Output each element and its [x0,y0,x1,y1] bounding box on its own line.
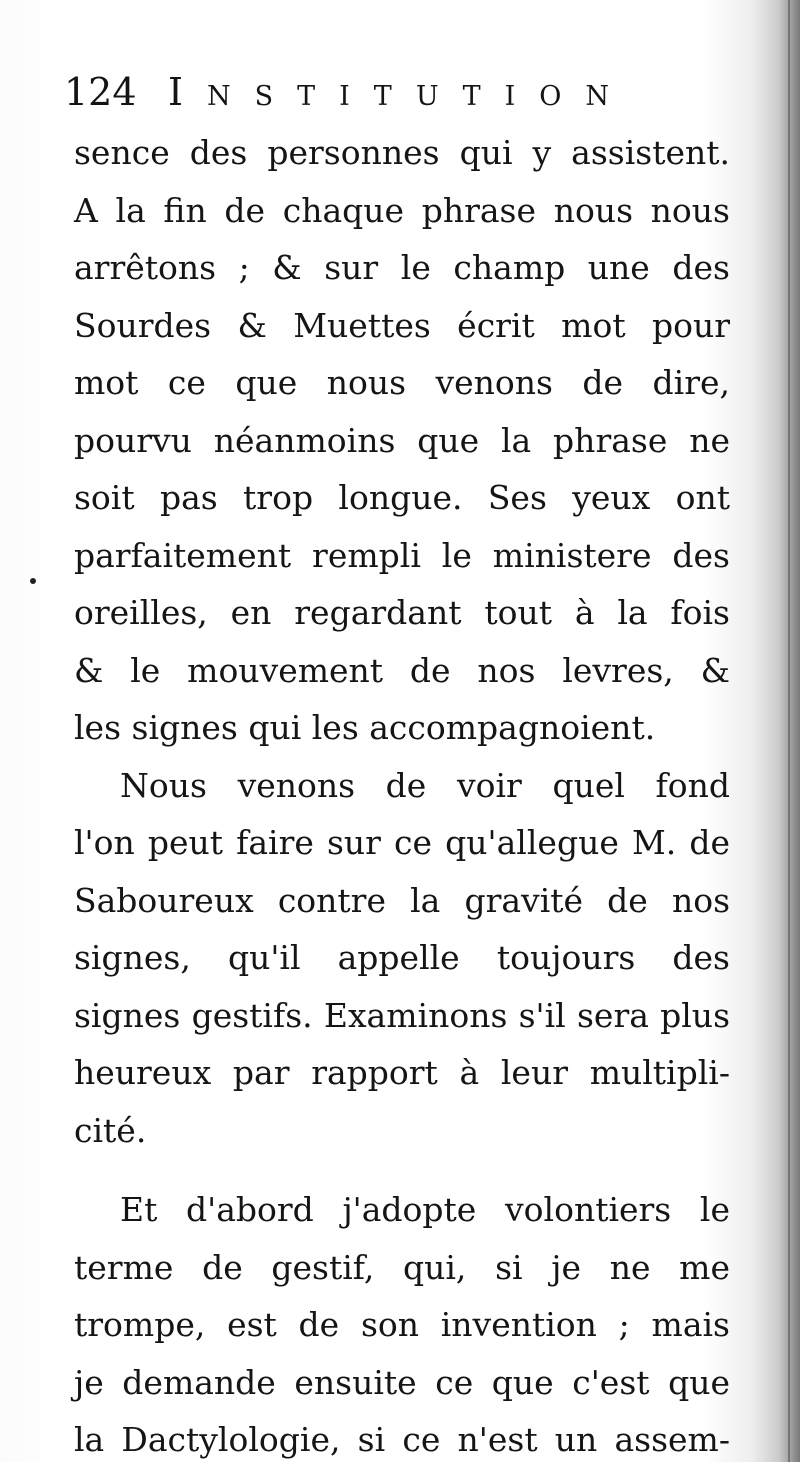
text-line: signes gestifs. Examinons s'il sera plus [74,995,730,1035]
text-line: heureux par rapport à leur multipli- [74,1053,730,1092]
page-header [64,66,744,126]
running-head: Institution [168,70,634,114]
text-line: parfaitement rempli le ministere des [74,535,730,575]
text-line: signes, qu'il appelle toujours des [74,938,730,977]
ink-speck [30,578,36,584]
text-line: Nous venons de voir quel fond [120,765,730,805]
text-line: trompe, est de son invention ; mais [74,1305,730,1344]
text-line: sence des personnes qui y assistent. [74,133,730,172]
text-line: & le mouvement de nos levres, & [74,650,730,690]
text-line: la Dactylologie, si ce n'est un assem- [74,1420,730,1459]
text-line: je demande ensuite ce que c'est que [74,1362,730,1402]
text-line: soit pas trop longue. Ses yeux ont [74,478,730,517]
text-line: Saboureux contre la gravité de nos [74,880,730,920]
text-line: terme de gestif, qui, si je ne me [74,1247,730,1287]
text-line: mot ce que nous venons de dire, [74,363,730,402]
text-line: arrêtons ; & sur le champ une des [74,248,730,287]
text-line: Et d'abord j'adopte volontiers le [120,1190,730,1229]
body-text [74,124,730,1462]
text-line: pourvu néanmoins que la phrase ne [74,420,730,460]
page-number: 124 [64,70,137,114]
text-line: cité. [74,1110,147,1150]
paragraph [74,757,730,1160]
text-line: l'on peut faire sur ce qu'allegue M. de [74,823,730,862]
paragraph [74,1181,730,1462]
page-edge-line [788,0,790,1462]
text-line: Sourdes & Muettes écrit mot pour [74,305,730,345]
text-line: oreilles, en regardant tout à la fois [74,593,730,632]
text-line: A la fin de chaque phrase nous nous [74,190,730,230]
text-line: les signes qui les accompagnoient. [74,708,656,747]
paragraph [74,124,730,757]
